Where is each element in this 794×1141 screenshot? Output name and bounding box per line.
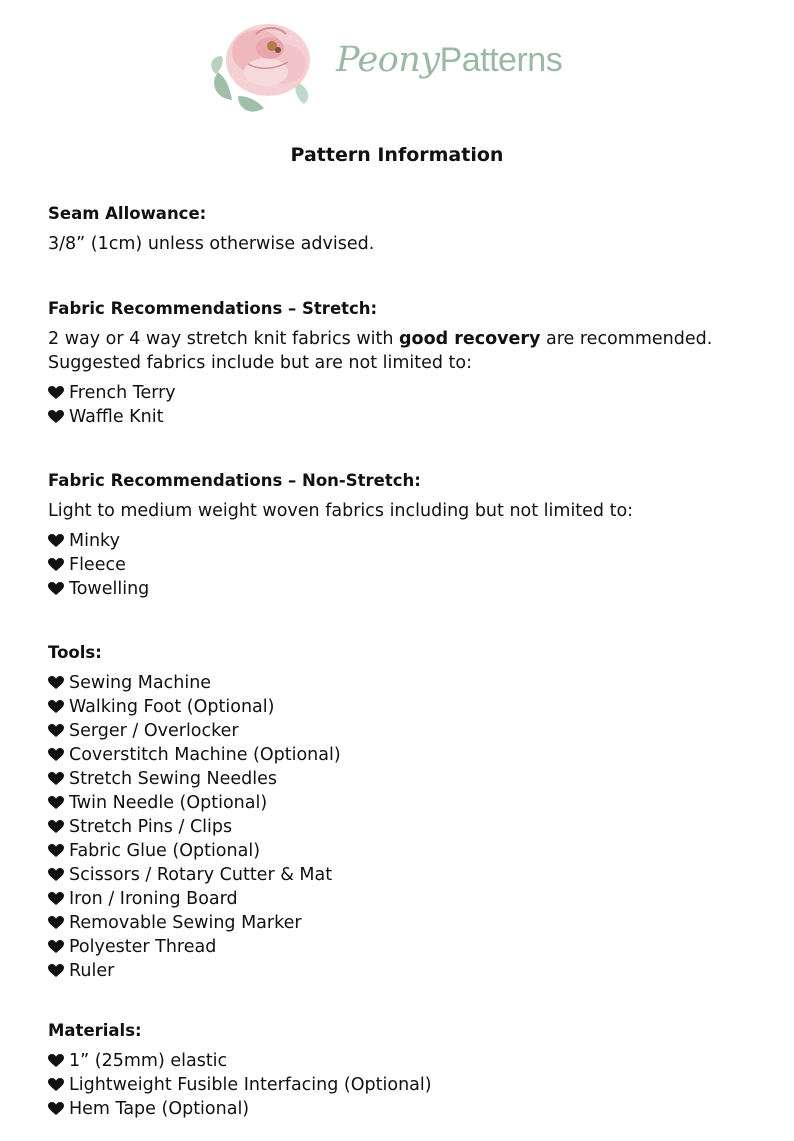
list-item (48, 529, 768, 553)
list-item-label: Serger / Overlocker (69, 721, 239, 741)
heart-icon (48, 558, 65, 572)
list-item (48, 671, 768, 695)
list-item (48, 381, 768, 405)
section-heading: Tools: (48, 643, 102, 662)
heart-icon (48, 724, 65, 738)
list-item (48, 935, 768, 959)
heart-icon (48, 772, 65, 786)
heart-icon (48, 892, 65, 906)
list-item-label: Fabric Glue (Optional) (69, 841, 261, 861)
text-part: 2 way or 4 way stretch knit fabrics with (48, 329, 400, 349)
page-title: Pattern Information (290, 144, 504, 166)
list-item-label: Ruler (69, 961, 115, 981)
list-item (48, 405, 768, 429)
list-item-label: Waffle Knit (69, 407, 164, 427)
section-heading: Fabric Recommendations – Stretch: (48, 299, 378, 318)
brand-logo (208, 12, 588, 120)
materials-list (48, 1049, 768, 1121)
list-item (48, 719, 768, 743)
heart-icon (48, 940, 65, 954)
heart-icon (48, 410, 65, 424)
list-item-label: Stretch Pins / Clips (69, 817, 233, 837)
list-item (48, 1097, 768, 1121)
section-text: 3/8” (1cm) unless otherwise advised. (48, 234, 375, 254)
tools-section (48, 641, 768, 983)
section-text (48, 327, 768, 375)
heart-icon (48, 534, 65, 548)
heart-icon (48, 700, 65, 714)
list-item-label: Walking Foot (Optional) (69, 697, 275, 717)
list-item (48, 815, 768, 839)
seam-allowance-section (48, 202, 768, 262)
section-heading: Seam Allowance: (48, 204, 207, 223)
heart-icon (48, 1078, 65, 1092)
logo-word-script: Peony (336, 40, 440, 80)
list-item-label: Minky (69, 531, 120, 551)
stretch-fabric-section (48, 297, 768, 429)
list-item (48, 911, 768, 935)
list-item (48, 743, 768, 767)
list-item-label: Towelling (69, 579, 150, 599)
list-item-label: Removable Sewing Marker (69, 913, 302, 933)
list-item (48, 577, 768, 601)
section-text: Light to medium weight woven fabrics including but not limited to: (48, 501, 634, 521)
heart-icon (48, 1102, 65, 1116)
heart-icon (48, 386, 65, 400)
list-item (48, 695, 768, 719)
list-item (48, 863, 768, 887)
list-item-label: Iron / Ironing Board (69, 889, 238, 909)
list-item-label: Polyester Thread (69, 937, 217, 957)
peony-flower-icon (208, 12, 338, 120)
nonstretch-fabric-list (48, 529, 768, 601)
stretch-fabric-list (48, 381, 768, 429)
heart-icon (48, 868, 65, 882)
list-item-label: Fleece (69, 555, 126, 575)
list-item-label: Hem Tape (Optional) (69, 1099, 250, 1119)
list-item-label: Lightweight Fusible Interfacing (Optional) (69, 1075, 432, 1095)
text-part: are recommended. Suggested fabrics include but are not limited to: (48, 329, 713, 373)
nonstretch-fabric-section (48, 469, 768, 601)
list-item (48, 1049, 768, 1073)
heart-icon (48, 676, 65, 690)
heart-icon (48, 844, 65, 858)
list-item (48, 553, 768, 577)
list-item (48, 767, 768, 791)
section-heading: Fabric Recommendations – Non-Stretch: (48, 471, 421, 490)
list-item-label: Stretch Sewing Needles (69, 769, 277, 789)
list-item-label: Sewing Machine (69, 673, 212, 693)
list-item-label: Coverstitch Machine (Optional) (69, 745, 341, 765)
heart-icon (48, 748, 65, 762)
heart-icon (48, 820, 65, 834)
logo-word-plain: Patterns (439, 41, 563, 79)
list-item (48, 887, 768, 911)
tools-list (48, 671, 768, 983)
section-heading: Materials: (48, 1021, 142, 1040)
heart-icon (48, 582, 65, 596)
list-item-label: French Terry (69, 383, 176, 403)
list-item (48, 839, 768, 863)
materials-section (48, 1019, 768, 1121)
heart-icon (48, 964, 65, 978)
emphasis-text: good recovery (399, 329, 541, 349)
list-item (48, 791, 768, 815)
list-item-label: 1” (25mm) elastic (69, 1051, 228, 1071)
list-item (48, 1073, 768, 1097)
list-item-label: Scissors / Rotary Cutter & Mat (69, 865, 333, 885)
logo-wordmark (336, 40, 562, 80)
heart-icon (48, 796, 65, 810)
heart-icon (48, 916, 65, 930)
list-item (48, 959, 768, 983)
list-item-label: Twin Needle (Optional) (69, 793, 268, 813)
heart-icon (48, 1054, 65, 1068)
